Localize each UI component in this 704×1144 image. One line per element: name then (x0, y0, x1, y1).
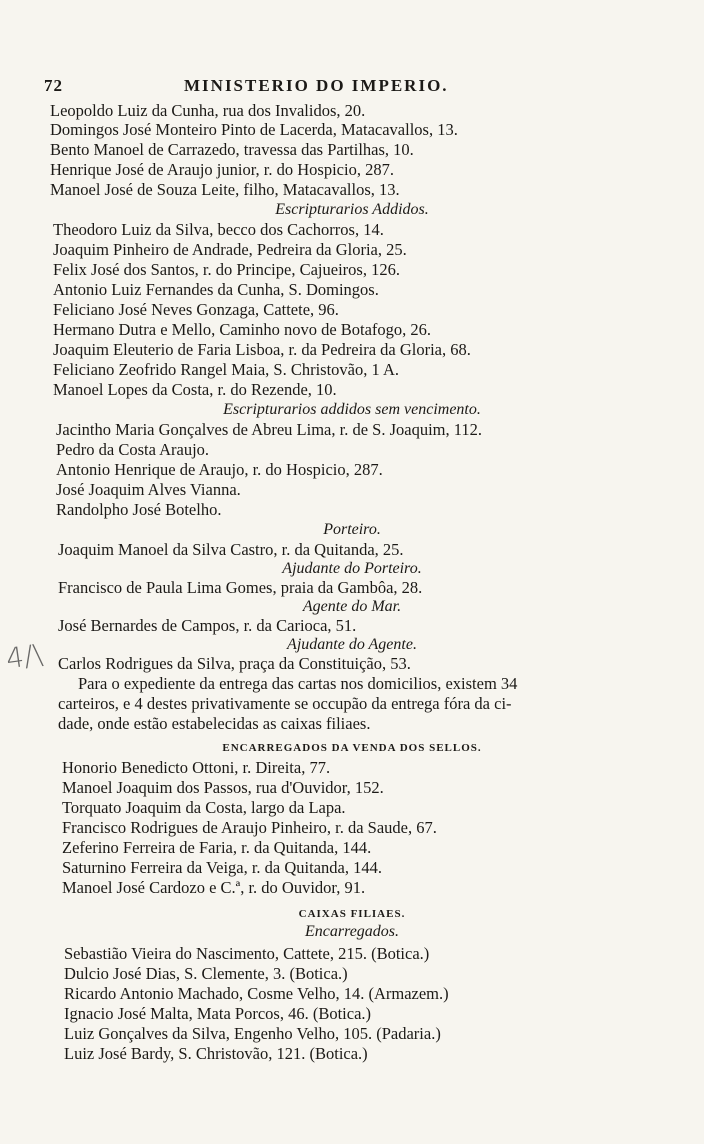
text-line: Honorio Benedicto Ottoni, r. Direita, 77. (62, 758, 331, 777)
section-heading: Encarregados. (304, 923, 400, 940)
text-line: Torquato Joaquim da Costa, largo da Lapa. (62, 798, 346, 817)
section-heading-caps: ENCARREGADOS DA VENDA DOS SELLOS. (222, 742, 482, 754)
text-line: Francisco Rodrigues de Araujo Pinheiro, r. da Saude, 67. (62, 818, 437, 837)
paragraph-line: carteiros, e 4 destes privativamente se occupão da entrega fóra da ci- (58, 694, 512, 713)
text-line: Feliciano José Neves Gonzaga, Cattete, 96. (53, 300, 339, 319)
handwritten-margin-note: 4/\ (3, 637, 45, 676)
text-line: Saturnino Ferreira da Veiga, r. da Quitanda, 144. (62, 858, 382, 877)
text-line: José Bernardes de Campos, r. da Carioca, 51. (58, 616, 357, 635)
text-line: Joaquim Manoel da Silva Castro, r. da Quitanda, 25. (58, 540, 404, 559)
text-line: José Joaquim Alves Vianna. (56, 480, 241, 499)
text-line: Joaquim Eleuterio de Faria Lisboa, r. da Pedreira da Gloria, 68. (53, 340, 471, 359)
section-heading: Escripturarios addidos sem vencimento. (223, 401, 481, 418)
text-line: Antonio Luiz Fernandes da Cunha, S. Domingos. (53, 280, 379, 299)
text-line: Luiz José Bardy, S. Christovão, 121. (Botica.) (64, 1044, 368, 1063)
text-line: Bento Manoel de Carrazedo, travessa das Partilhas, 10. (50, 140, 414, 159)
text-line: Luiz Gonçalves da Silva, Engenho Velho, 105. (Padaria.) (64, 1024, 441, 1043)
text-line: Leopoldo Luiz da Cunha, rua dos Invalidos, 20. (50, 101, 366, 120)
section-heading: Ajudante do Agente. (287, 636, 417, 653)
running-title: MINISTERIO DO IMPERIO. (184, 76, 449, 95)
section-heading: Escripturarios Addidos. (275, 201, 429, 218)
text-line: Feliciano Zeofrido Rangel Maia, S. Christovão, 1 A. (53, 360, 399, 379)
text-line: Manoel José de Souza Leite, filho, Matacavallos, 13. (50, 180, 400, 199)
text-line: Felix José dos Santos, r. do Principe, Cajueiros, 126. (53, 260, 400, 279)
text-line: Manoel Joaquim dos Passos, rua d'Ouvidor, 152. (62, 778, 384, 797)
section-heading: Porteiro. (323, 521, 381, 538)
text-line: Joaquim Pinheiro de Andrade, Pedreira da Gloria, 25. (53, 240, 407, 259)
section-heading-caps: CAIXAS FILIAES. (298, 908, 406, 920)
page-number: 72 (44, 76, 63, 95)
text-line: Zeferino Ferreira de Faria, r. da Quitanda, 144. (62, 838, 372, 857)
text-line: Hermano Dutra e Mello, Caminho novo de Botafogo, 26. (53, 320, 432, 339)
paragraph-line: dade, onde estão estabelecidas as caixas filiaes. (58, 714, 371, 733)
text-line: Dulcio José Dias, S. Clemente, 3. (Botica.) (64, 964, 348, 983)
text-line: Domingos José Monteiro Pinto de Lacerda, Matacavallos, 13. (50, 120, 458, 139)
text-line: Henrique José de Araujo junior, r. do Hospicio, 287. (50, 160, 394, 179)
text-line: Manoel Lopes da Costa, r. do Rezende, 10. (53, 380, 337, 399)
text-line: Sebastião Vieira do Nascimento, Cattete, 215. (Botica.) (64, 944, 430, 963)
text-line: Manoel José Cardozo e C.ª, r. do Ouvidor, 91. (62, 878, 366, 897)
text-line: Ignacio José Malta, Mata Porcos, 46. (Botica.) (64, 1004, 372, 1023)
text-line: Carlos Rodrigues da Silva, praça da Constituição, 53. (58, 654, 411, 673)
text-line: Jacintho Maria Gonçalves de Abreu Lima, r. de S. Joaquim, 112. (56, 420, 483, 439)
text-line: Pedro da Costa Araujo. (56, 440, 210, 459)
paragraph-line: Para o expediente da entrega das cartas nos domicilios, existem 34 (78, 674, 518, 693)
text-line: Francisco de Paula Lima Gomes, praia da Gambôa, 28. (58, 578, 423, 597)
text-line: Theodoro Luiz da Silva, becco dos Cachorros, 14. (53, 220, 384, 239)
text-line: Antonio Henrique de Araujo, r. do Hospicio, 287. (56, 460, 383, 479)
section-heading: Agente do Mar. (302, 598, 402, 615)
text-line: Ricardo Antonio Machado, Cosme Velho, 14. (Armazem.) (64, 984, 449, 1003)
section-heading: Ajudante do Porteiro. (282, 560, 422, 577)
text-line: Randolpho José Botelho. (56, 500, 222, 519)
